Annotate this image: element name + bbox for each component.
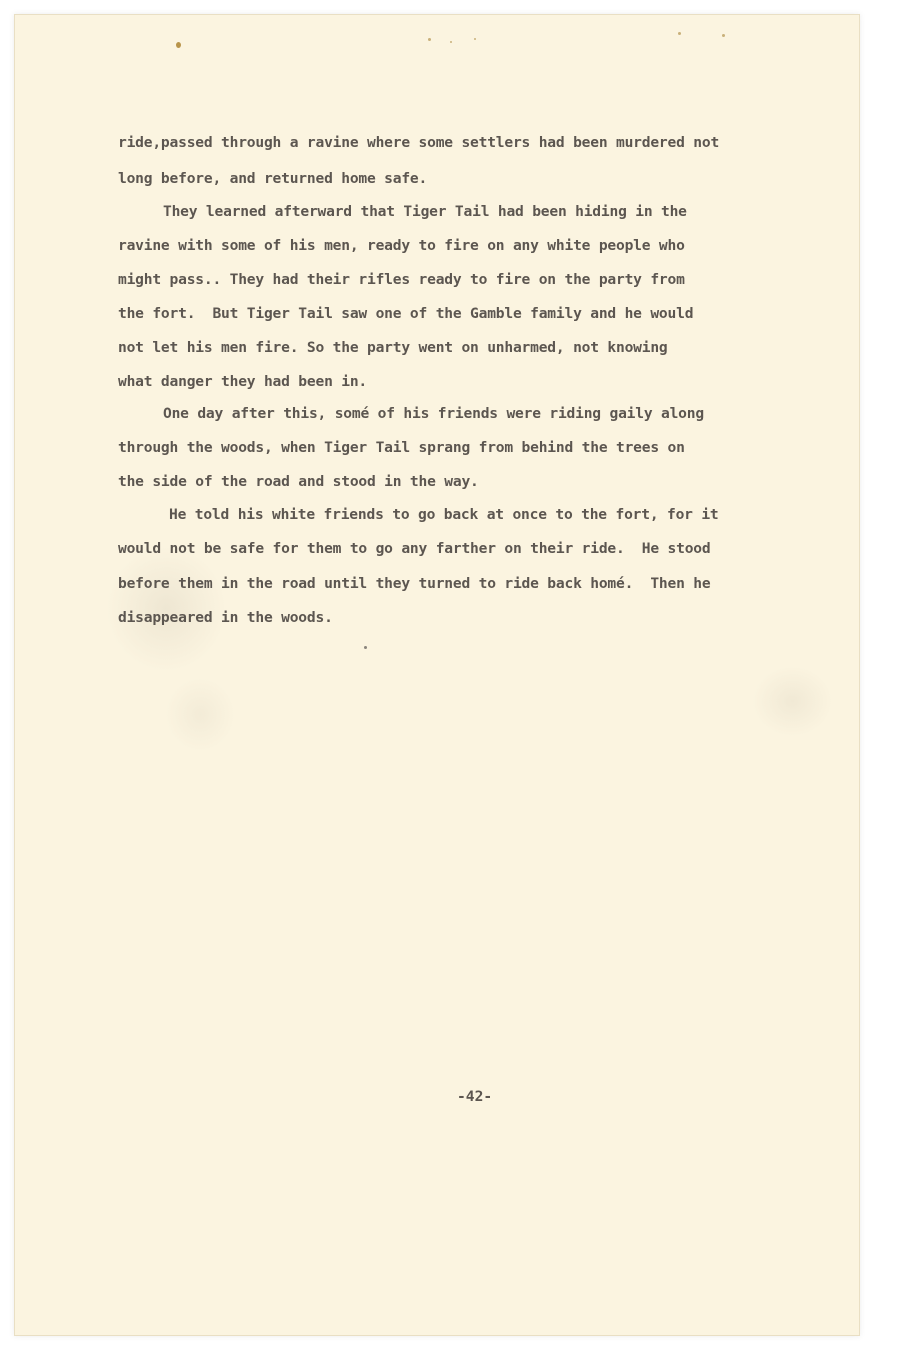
text-line: disappeared in the woods. (118, 609, 333, 626)
text-line: ravine with some of his men, ready to fire on any white people who (118, 237, 685, 254)
text-line: ride,passed through a ravine where some settlers had been murdered not (118, 134, 720, 151)
page-number: -42- (457, 1088, 493, 1105)
text-line: might pass.. They had their rifles ready to fire on the party from (118, 271, 685, 288)
text-line: They learned afterward that Tiger Tail had been hiding in the (163, 203, 687, 220)
ink-speck (722, 34, 725, 37)
text-line: not let his men fire. So the party went on unharmed, not knowing (118, 339, 668, 356)
ink-speck (474, 38, 476, 40)
ink-speck (450, 41, 452, 43)
ink-speck (364, 646, 367, 649)
text-line: One day after this, somé of his friends were riding gaily along (163, 405, 704, 422)
text-line: the fort. But Tiger Tail saw one of the Gamble family and he would (118, 305, 694, 322)
ink-spot (176, 42, 181, 48)
document-page (14, 14, 860, 1336)
text-line: would not be safe for them to go any farther on their ride. He stood (118, 540, 711, 557)
text-line: through the woods, when Tiger Tail sprang from behind the trees on (118, 439, 685, 456)
text-line: what danger they had been in. (118, 373, 367, 390)
text-line: He told his white friends to go back at once to the fort, for it (169, 506, 719, 523)
text-line: the side of the road and stood in the way. (118, 473, 479, 490)
text-line: before them in the road until they turned to ride back homé. Then he (118, 575, 711, 592)
ink-speck (428, 38, 431, 41)
ink-speck (678, 32, 681, 35)
text-line: long before, and returned home safe. (118, 170, 428, 187)
